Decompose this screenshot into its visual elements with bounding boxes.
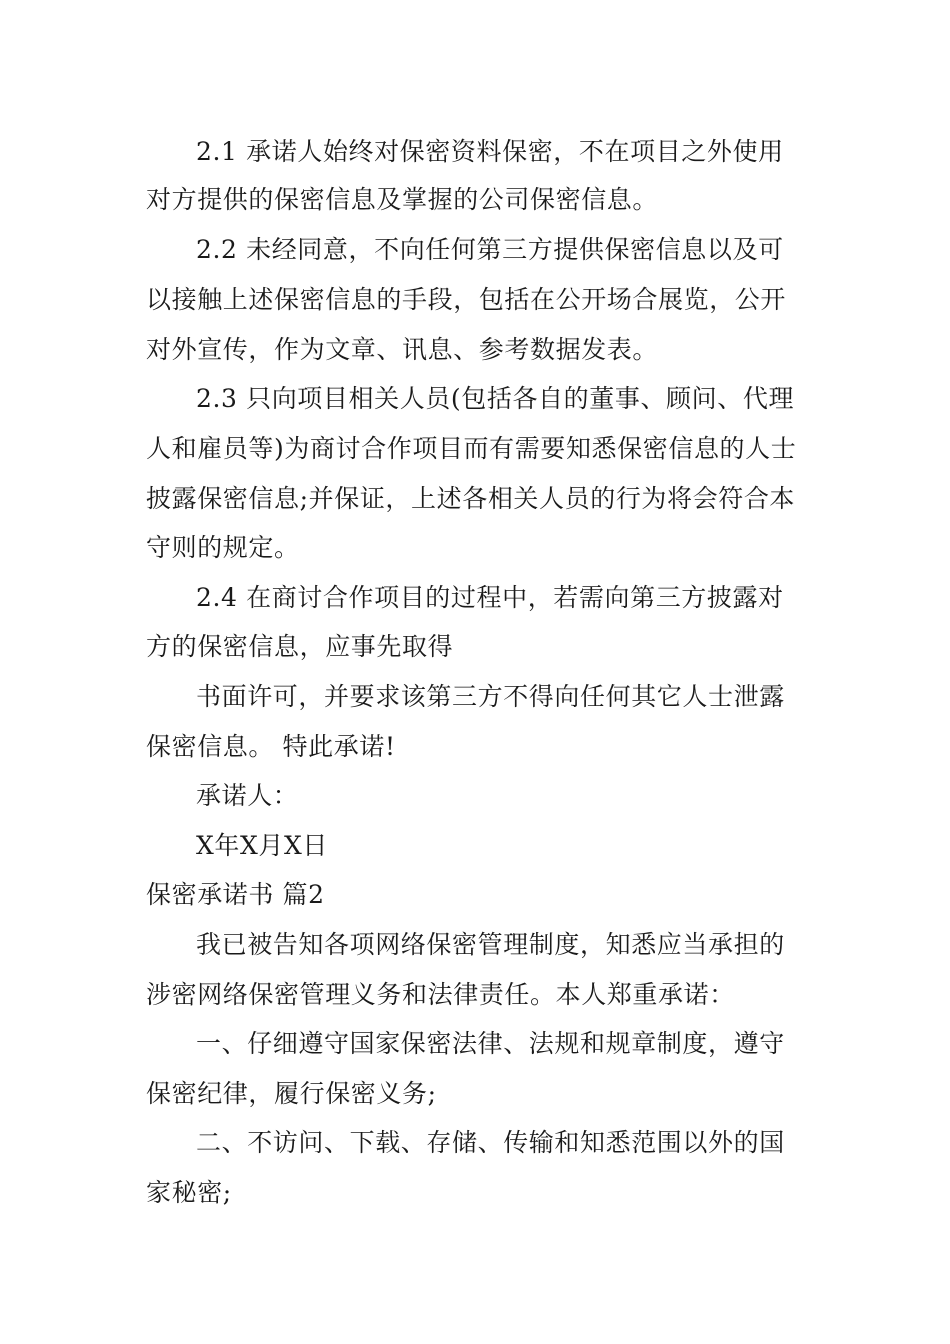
clause-2-3-line-2: 人和雇员等)为商讨合作项目而有需要知悉保密信息的人士 [146,434,797,463]
item-2-line-2: 家秘密; [146,1178,232,1207]
item-2-line-1: 二、不访问、下载、存储、传输和知悉范围以外的国 [196,1128,785,1157]
clause-2-1-line-1: 2.1 承诺人始终对保密资料保密，不在项目之外使用 [196,137,784,166]
item-1-line-1: 一、仔细遵守国家保密法律、法规和规章制度，遵守 [196,1029,785,1058]
clause-2-4-line-2: 方的保密信息，应事先取得 [146,632,454,661]
date-line: X年X月X日 [196,831,328,860]
clause-2-2-line-1: 2.2 未经同意，不向任何第三方提供保密信息以及可 [196,235,784,264]
clause-2-4-line-1: 2.4 在商讨合作项目的过程中，若需向第三方披露对 [196,583,784,612]
written-permission-line-2: 保密信息。 特此承诺! [146,732,396,761]
clause-2-2-line-3: 对外宣传，作为文章、讯息、参考数据发表。 [146,335,659,364]
paragraph-intro-line-1: 我已被告知各项网络保密管理制度，知悉应当承担的 [196,930,785,959]
promisor-label: 承诺人： [196,781,299,810]
clause-2-3-line-3: 披露保密信息;并保证，上述各相关人员的行为将会符合本 [146,484,796,513]
clause-2-1-line-2: 对方提供的保密信息及掌握的公司保密信息。 [146,185,659,214]
paragraph-intro-line-2: 涉密网络保密管理义务和法律责任。本人郑重承诺： [146,980,735,1009]
clause-2-3-line-1: 2.3 只向项目相关人员(包括各自的董事、顾问、代理 [196,384,795,413]
clause-2-2-line-2: 以接触上述保密信息的手段，包括在公开场合展览，公开 [146,285,787,314]
item-1-line-2: 保密纪律，履行保密义务; [146,1079,437,1108]
clause-2-3-line-4: 守则的规定。 [146,533,300,562]
section-heading: 保密承诺书 篇2 [146,880,325,909]
written-permission-line-1: 书面许可，并要求该第三方不得向任何其它人士泄露 [196,682,785,711]
